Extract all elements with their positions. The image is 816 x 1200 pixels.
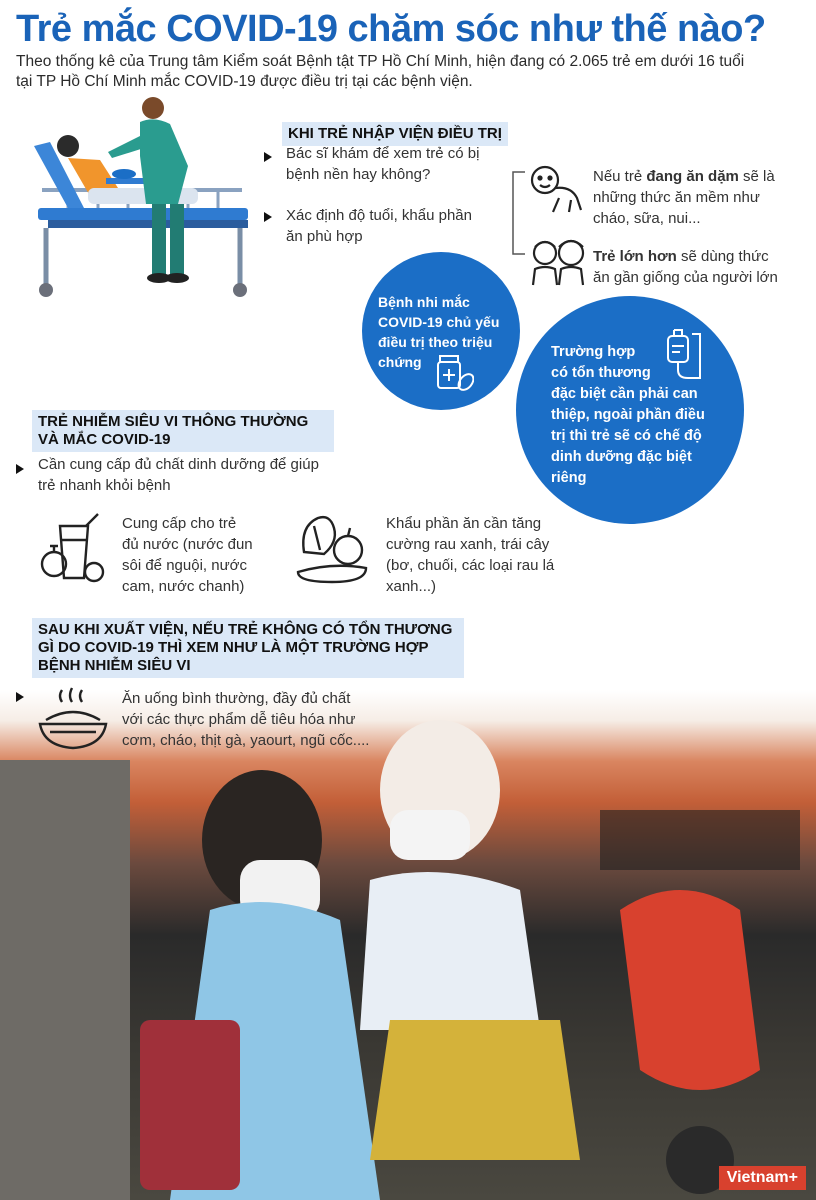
text-line: dinh dưỡng đặc biệt — [551, 449, 692, 465]
page-title: Trẻ mắc COVID-19 chăm sóc như thế nào? — [16, 8, 766, 50]
text-line: Trường hợp — [551, 344, 636, 360]
bold-text: đang ăn dặm — [646, 168, 739, 185]
text-line: cháo, sữa, nui... — [593, 210, 701, 227]
arrow-icon — [264, 152, 272, 162]
children-icon — [527, 235, 589, 289]
intro-line-1: Theo thống kê của Trung tâm Kiểm soát Bệnh tật TP Hồ Chí Minh, hiện đang có 2.065 trẻ em dưới 16 tuổi — [16, 53, 745, 70]
section-heading-viral-infection — [32, 410, 334, 452]
text-line: (bơ, chuối, các loại rau lá — [386, 557, 555, 574]
vegetables-icon — [294, 512, 372, 588]
text-line: điều trị theo triệu — [378, 334, 493, 350]
bracket-connector — [505, 168, 527, 258]
text-line: xanh...) — [386, 578, 437, 595]
medicine-bottle-icon — [434, 352, 474, 392]
infant-icon — [527, 162, 587, 216]
text-line: ăn gần giống của người lớn — [593, 269, 778, 286]
nutrition-advice — [38, 454, 358, 496]
admission-item-2 — [286, 205, 506, 247]
info-circle-symptomatic — [362, 252, 520, 410]
heading-line: BỆNH NHIỄM SIÊU VI — [38, 657, 191, 674]
infant-food-text — [593, 166, 808, 229]
text-line: cơm, cháo, thịt gà, yaourt, ngũ cốc.... — [122, 732, 370, 749]
text-line: chứng — [378, 354, 422, 370]
heading-line: VÀ MẮC COVID-19 — [38, 431, 171, 448]
text-span: Nếu trẻ — [593, 168, 647, 185]
text-line: trị thì trẻ sẽ có chế độ — [551, 428, 702, 444]
text-line: sôi để nguội, nước — [122, 557, 247, 574]
text-line — [593, 166, 808, 187]
older-children-text — [593, 246, 808, 288]
text-line: COVID-19 chủ yếu — [378, 314, 500, 330]
text-line: có tổn thương — [551, 365, 651, 381]
bold-text: Trẻ lớn hơn — [593, 248, 677, 265]
text-line: cường rau xanh, trái cây — [386, 536, 550, 553]
info-circle-special-case — [516, 296, 744, 524]
text-line: Xác định độ tuổi, khẩu phần — [286, 207, 472, 224]
background-photo — [0, 690, 816, 1200]
heading-line: TRẺ NHIỄM SIÊU VI THÔNG THƯỜNG — [38, 413, 309, 430]
heading-line: SAU KHI XUẤT VIỆN, NẾU TRẺ KHÔNG CÓ TỔN THƯƠNG — [38, 621, 453, 638]
text-span: sẽ dùng thức — [676, 248, 769, 265]
arrow-icon — [16, 692, 24, 702]
text-line: Cung cấp cho trẻ — [122, 515, 237, 532]
text-line: những thức ăn mềm như — [593, 189, 760, 206]
normal-diet-advice — [122, 688, 412, 751]
text-line: đặc biệt cần phải can — [551, 386, 698, 402]
text-line: Khẩu phần ăn cần tăng — [386, 515, 542, 532]
section-heading-admission: KHI TRẺ NHẬP VIỆN ĐIỀU TRỊ — [282, 122, 508, 146]
hydration-advice — [122, 513, 282, 597]
arrow-icon — [264, 212, 272, 222]
text-line: Bệnh nhi mắc — [378, 294, 470, 310]
arrow-icon — [16, 464, 24, 474]
section-heading-after-discharge — [32, 618, 464, 678]
text-span: sẽ là — [738, 168, 775, 185]
text-line: Bác sĩ khám để xem trẻ có bị — [286, 145, 480, 162]
text-line: cam, nước chanh) — [122, 578, 245, 595]
text-line: Cần cung cấp đủ chất dinh dưỡng để giúp — [38, 456, 319, 473]
text-line: Ăn uống bình thường, đầy đủ chất — [122, 690, 351, 707]
vegetable-advice — [386, 513, 586, 597]
text-line: đủ nước (nước đun — [122, 536, 253, 553]
heading-line: GÌ DO COVID-19 THÌ XEM NHƯ LÀ MỘT TRƯỜNG HỢP — [38, 639, 429, 656]
logo: Vietnam+ — [719, 1166, 806, 1190]
rice-bowl-icon — [36, 686, 110, 752]
intro-text — [16, 52, 806, 92]
hospital-bed-illustration — [28, 96, 263, 306]
text-line — [593, 246, 808, 267]
text-line: thiệp, ngoài phần điều — [551, 407, 705, 423]
juice-drink-icon — [38, 512, 110, 584]
children-photo-illustration — [0, 690, 816, 1200]
intro-line-2: tại TP Hồ Chí Minh mắc COVID-19 được điều trị tại các bệnh viện. — [16, 73, 473, 90]
text-line: bệnh nền hay không? — [286, 166, 431, 183]
text-line: ăn phù hợp — [286, 228, 363, 245]
iv-drip-icon — [662, 326, 706, 382]
text-line: với các thực phẩm dễ tiêu hóa như — [122, 711, 356, 728]
text-line: riêng — [551, 470, 587, 486]
admission-item-1 — [286, 143, 506, 185]
text-line: trẻ nhanh khỏi bệnh — [38, 477, 171, 494]
